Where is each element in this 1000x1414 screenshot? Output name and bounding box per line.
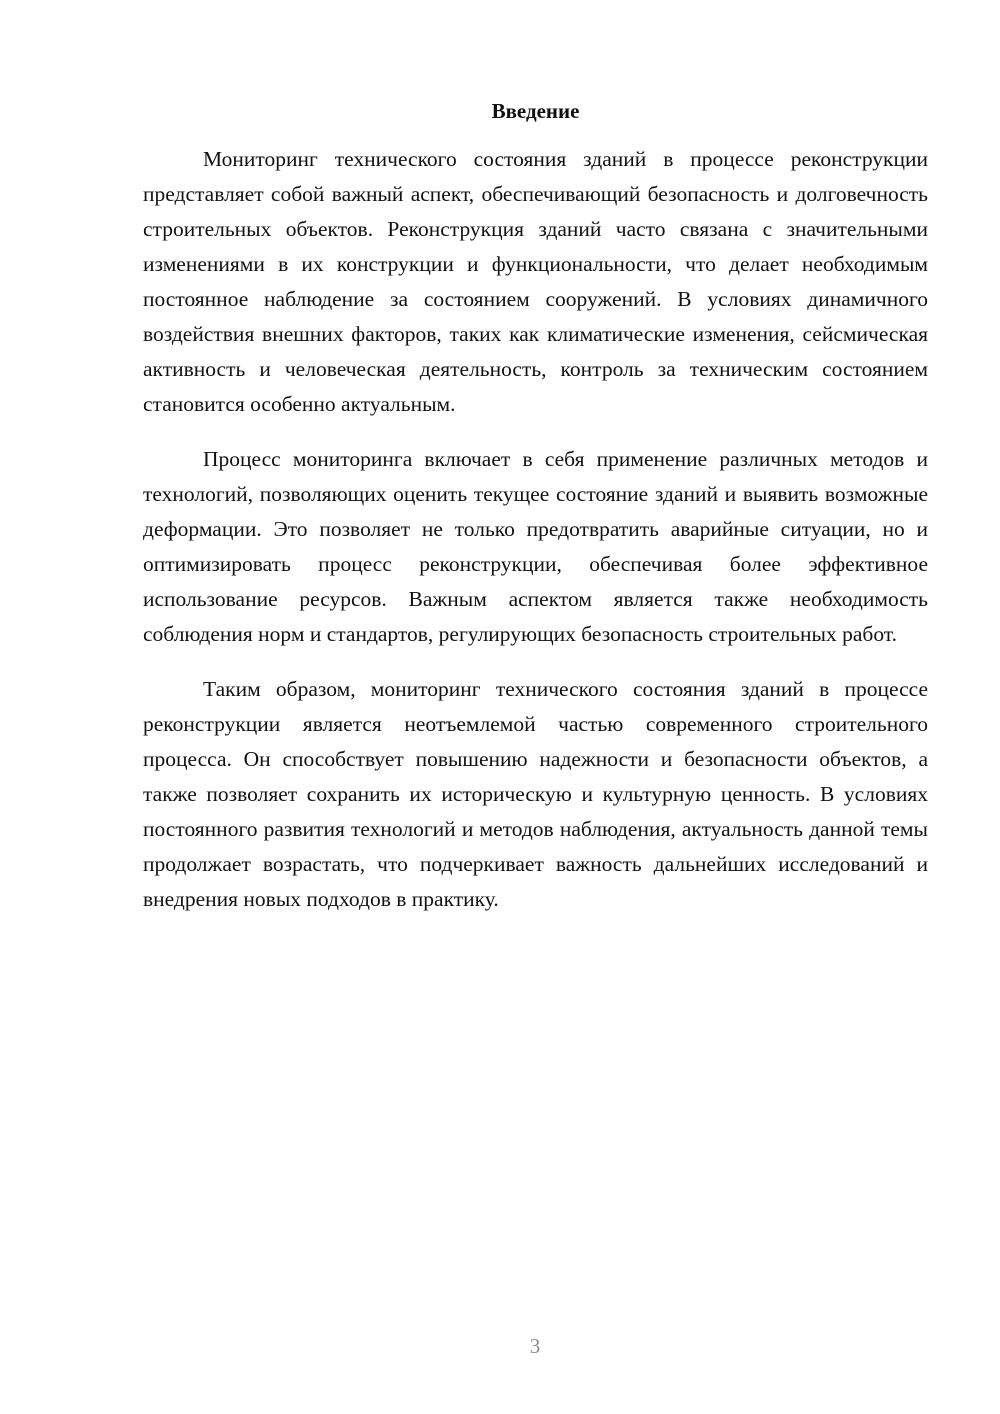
body-text	[143, 142, 928, 937]
paragraph-1: Мониторинг технического состояния зданий в процессе реконструкции представляет собой важный аспект, обеспечивающий безопасность и долговечность строительных объектов. Реконструкция зданий часто связана с значительными изменениями в их конструкции и функциональности, что делает необходимым постоянное наблюдение за состоянием сооружений. В условиях динамичного воздействия внешних факторов, таких как климатические изменения, сейсмическая активность и человеческая деятельность, контроль за техническим состоянием становится особенно актуальным.	[143, 147, 928, 416]
page-number: 3	[529, 1334, 541, 1358]
paragraph-2: Процесс мониторинга включает в себя применение различных методов и технологий, позволяющих оценить текущее состояние зданий и выявить возможные деформации. Это позволяет не только предотвратить аварийные ситуации, но и оптимизировать процесс реконструкции, обеспечивая более эффективное использование ресурсов. Важным аспектом является также необходимость соблюдения норм и стандартов, регулирующих безопасность строительных работ.	[143, 447, 928, 646]
paragraph-3: Таким образом, мониторинг технического состояния зданий в процессе реконструкции является неотъемлемой частью современного строительного процесса. Он способствует повышению надежности и безопасности объектов, а также позволяет сохранить их историческую и культурную ценность. В условиях постоянного развития технологий и методов наблюдения, актуальность данной темы продолжает возрастать, что подчеркивает важность дальнейших исследований и внедрения новых подходов в практику.	[143, 677, 928, 911]
section-title: Введение	[491, 99, 580, 123]
